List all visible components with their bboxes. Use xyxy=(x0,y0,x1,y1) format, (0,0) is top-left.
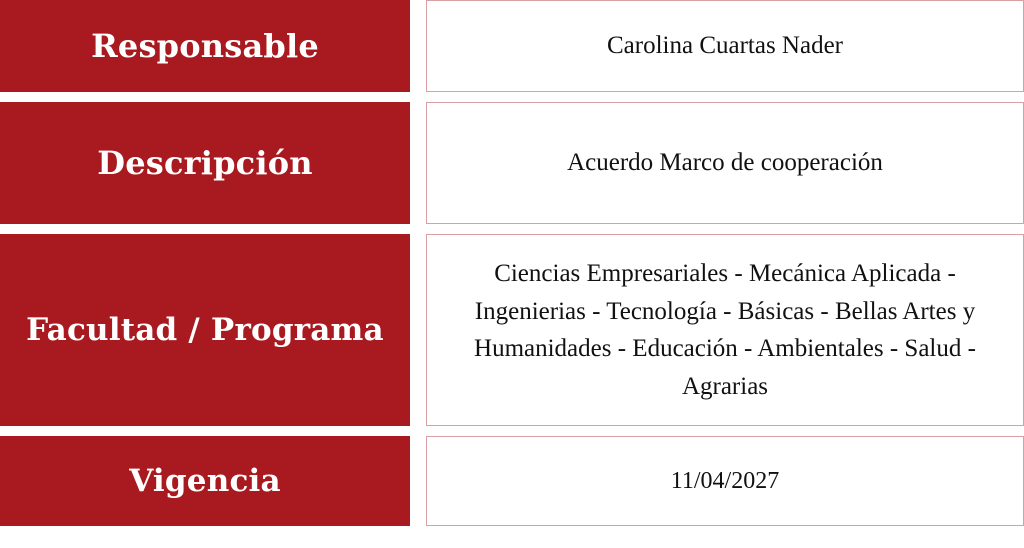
row-label-responsable: Responsable xyxy=(0,0,410,92)
table-row-facultad-programa xyxy=(0,234,1024,426)
column-gap xyxy=(410,234,426,426)
table-row-descripcion xyxy=(0,102,1024,224)
row-value-descripcion: Acuerdo Marco de cooperación xyxy=(426,102,1024,224)
table-row-responsable xyxy=(0,0,1024,92)
column-gap xyxy=(410,0,426,92)
row-gap xyxy=(0,426,1024,436)
row-value-facultad-programa: Ciencias Empresariales - Mecánica Aplicada - Ingenierias - Tecnología - Básicas - Bellas Artes y Humanidades - Educación - Ambientales - Salud - Agrarias xyxy=(426,234,1024,426)
row-gap xyxy=(0,224,1024,234)
row-value-vigencia: 11/04/2027 xyxy=(426,436,1024,526)
column-gap xyxy=(410,436,426,526)
row-label-descripcion: Descripción xyxy=(0,102,410,224)
row-label-facultad-programa: Facultad / Programa xyxy=(0,234,410,426)
column-gap xyxy=(410,102,426,224)
row-value-responsable: Carolina Cuartas Nader xyxy=(426,0,1024,92)
table-row-vigencia xyxy=(0,436,1024,526)
row-label-vigencia: Vigencia xyxy=(0,436,410,526)
row-gap xyxy=(0,92,1024,102)
